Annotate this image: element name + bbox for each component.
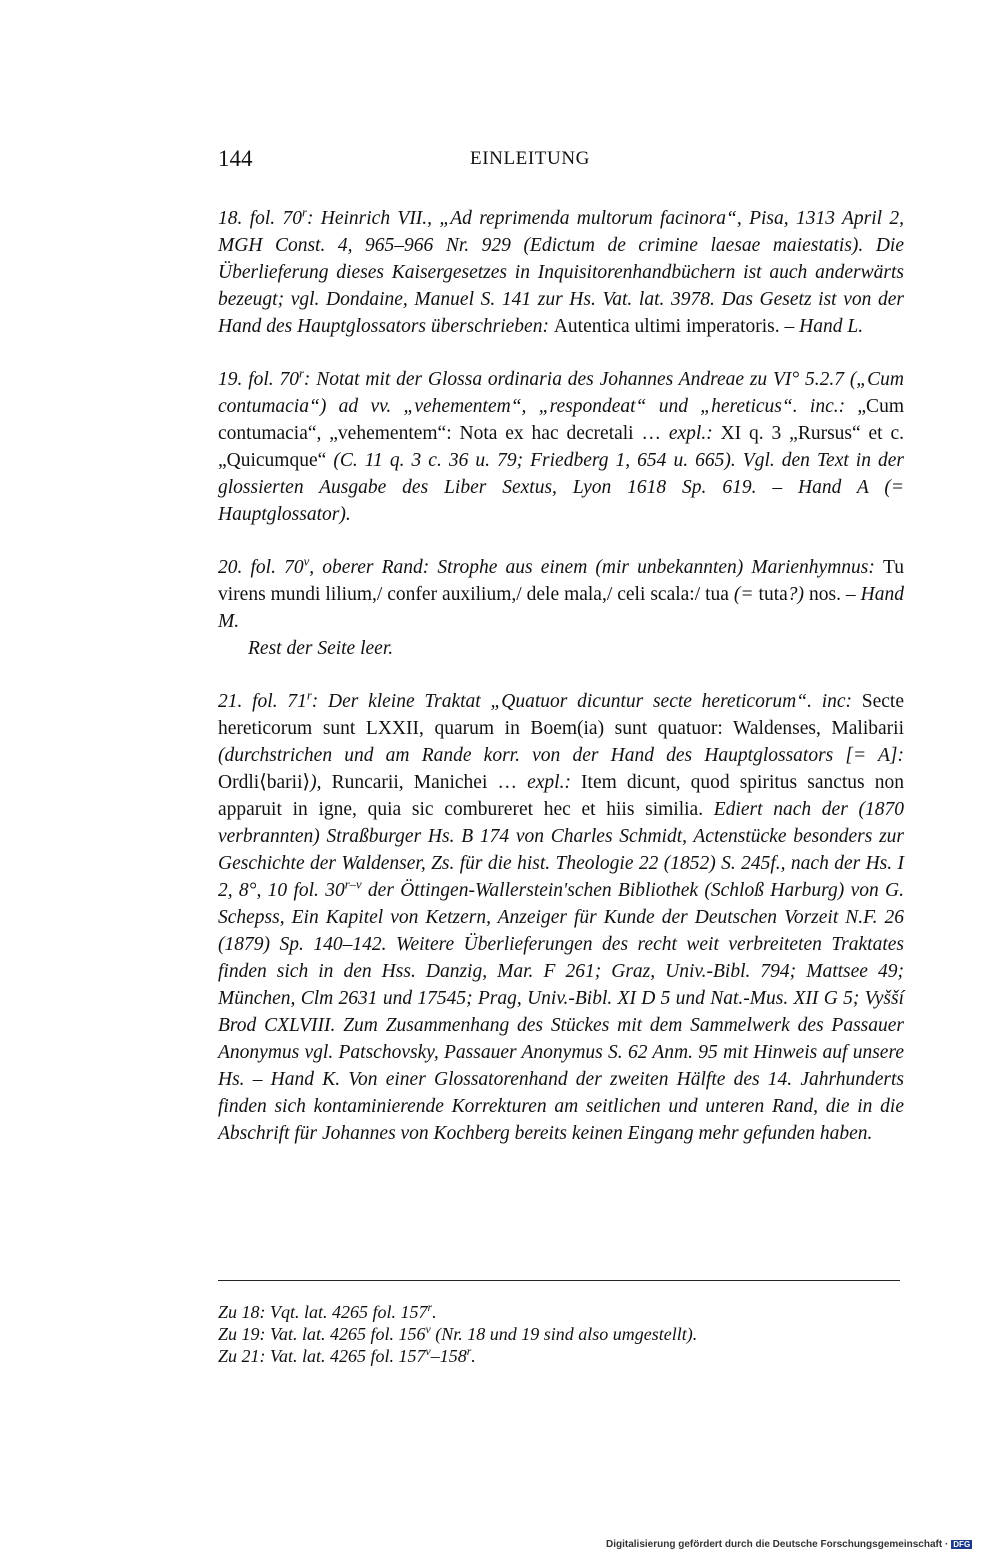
footnote	[218, 1323, 904, 1345]
text-run: ),	[310, 772, 332, 793]
text-run: r	[427, 1301, 433, 1314]
text-run: Zu 19: Vat. lat. 4265 fol. 156	[218, 1324, 426, 1344]
text-run: nos. –	[809, 584, 861, 605]
text-run: v	[425, 1345, 431, 1358]
text-run: Hand L.	[799, 316, 864, 337]
text-run: Item dicunt, quod spiritus sanctus non apparuit in igne, quia sic combureret hec et hiis similia.	[218, 772, 904, 820]
text-run: 20. fol. 70	[218, 557, 304, 578]
catalog-entry	[218, 554, 904, 662]
footnote	[218, 1345, 904, 1367]
credit-text: Digitalisierung gefördert durch die Deutsche Forschungsgemeinschaft ·	[606, 1539, 949, 1550]
text-run: : Heinrich VII., „Ad reprimenda multorum facinora“, Pisa, 1313 April 2, MGH Const. 4, 965–966 Nr. 929 (Edictum de crimine laesae maiestatis). Die Überlieferung dieses Kaisergesetzes in Inquisitorenhandbüchern ist auch anderwärts bezeugt; vgl. Dondaine, Manuel S. 141 zur Hs. Vat. lat. 3978. Das Gesetz ist von der Hand des Hauptglossators überschrieben:	[218, 208, 904, 337]
text-run: Secte hereticorum sunt LXXII, quarum in Boem(ia) sunt quatuor: Waldenses, Malibarii	[218, 691, 904, 739]
text-run: –158	[430, 1346, 467, 1366]
text-run: XI q. 3 „Rursus“ et c. „Quicumque“	[218, 423, 904, 471]
text-run: , oberer Rand: Strophe aus einem (mir unbekannten) Marienhymnus:	[309, 557, 883, 578]
catalog-entry	[218, 205, 904, 340]
text-run: (=	[733, 584, 759, 605]
rest-note: Rest der Seite leer.	[248, 638, 394, 659]
entries-body	[218, 205, 904, 1147]
text-run: Autentica ultimi imperatoris. –	[553, 316, 800, 337]
text-run: Ediert nach der (1870 verbrannten) Straßburger Hs. B 174 von Charles Schmidt, Actenstücke besonders zur Geschichte der Waldenser, Zs. für die hist. Theologie 22 (1852) S. 245f., nach der Hs. I 2, 8°, 10 fol. 30	[218, 799, 904, 901]
text-run: 18. fol. 70	[218, 208, 302, 229]
text-run: „Cum contumacia“, „vehementem“: Nota ex hac decretali …	[218, 396, 904, 444]
text-run: Runcarii, Manichei …	[331, 772, 528, 793]
text-run: : Notat mit der Glossa ordinaria des Johannes Andreae zu VI° 5.2.7 („Cum contumacia“) ad vv. „vehementem“, „respondeat“ und „hereticus“. inc.:	[218, 369, 904, 417]
text-run: v	[303, 554, 310, 569]
text-run: (durchstrichen und am Rande korr. von der Hand des Hauptglossators [= A]:	[218, 745, 904, 766]
footnote	[218, 1301, 904, 1323]
text-run: tuta	[758, 584, 788, 605]
text-run: expl.:	[668, 423, 721, 444]
dfg-logo: DFG	[953, 1540, 971, 1549]
text-run: Ordli⟨barii⟩	[218, 772, 311, 793]
text-run: r–v	[344, 877, 362, 892]
page-number: 144	[218, 146, 253, 171]
text-run: .	[471, 1346, 476, 1366]
text-run: Zu 18: Vqt. lat. 4265 fol. 157	[218, 1302, 428, 1322]
catalog-entry	[218, 688, 904, 1147]
dfg-credit	[606, 1539, 972, 1550]
text-run: (Nr. 18 und 19 sind also umgestellt).	[430, 1324, 698, 1344]
text-run: r	[302, 205, 307, 220]
text-run: r	[306, 688, 312, 703]
text-run: : Der kleine Traktat „Quatuor dicuntur secte hereticorum“. inc:	[311, 691, 862, 712]
text-run: v	[425, 1323, 431, 1336]
text-run: r	[298, 366, 304, 381]
text-run: 21. fol. 71	[218, 691, 307, 712]
text-run: .	[432, 1302, 437, 1322]
text-run: der Öttingen-Wallerstein'schen Bibliothek (Schloß Harburg) von G. Schepss, Ein Kapitel von Ketzern, Anzeiger für Kunde der Deutschen Vorzeit N.F. 26 (1879) Sp. 140–142. Weitere Überlieferungen des recht weit verbreiteten Traktates finden sich in den Hss. Danzig, Mar. F 261; Graz, Univ.-Bibl. 794; Mattsee 49; München, Clm 2631 und 17545; Prag, Univ.-Bibl. XI D 5 und Nat.-Mus. XII G 5; Vyšší Brod CXLVIII. Zum Zusammenhang des Stückes mit dem Sammelwerk des Passauer Anonymus vgl. Patschovsky, Passauer Anonymus S. 62 Anm. 95 mit Hinweis auf unsere Hs. – Hand K. Von einer Glossatorenhand der zweiten Hälfte des 14. Jahrhunderts finden sich kontaminierende Korrekturen am seitlichen und unteren Rand, die in die Abschrift für Johannes von Kochberg bereits keinen Eingang mehr gefunden haben.	[218, 880, 904, 1144]
catalog-entry	[218, 366, 904, 528]
text-run: Hand M.	[218, 584, 904, 632]
footnotes	[218, 1301, 904, 1367]
text-run: expl.:	[527, 772, 582, 793]
text-run: (C. 11 q. 3 c. 36 u. 79; Friedberg 1, 654 u. 665). Vgl. den Text in der glossierten Ausgabe des Liber Sextus, Lyon 1618 Sp. 619. – Hand A (= Hauptglossator).	[218, 450, 905, 525]
text-run: 19. fol. 70	[218, 369, 299, 390]
footnote-divider	[218, 1280, 900, 1281]
text-run: Tu virens mundi lilium,/ confer auxilium,/ dele mala,/ celi scala:/ tua	[218, 557, 904, 605]
text-run: Zu 21: Vat. lat. 4265 fol. 157	[218, 1346, 426, 1366]
running-title: EINLEITUNG	[470, 148, 590, 169]
text-run: ?)	[787, 584, 809, 605]
text-run: r	[466, 1345, 472, 1358]
